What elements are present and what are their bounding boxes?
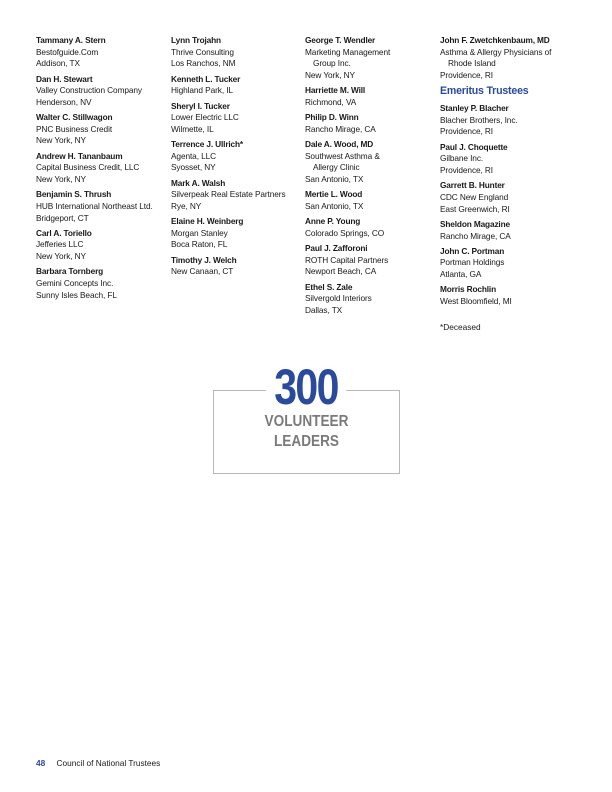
trustee-location: Bridgeport, CT xyxy=(36,212,89,223)
trustee-column-4-list xyxy=(440,35,580,81)
trustee-name: Garrett B. Hunter xyxy=(440,180,505,191)
trustee-entry xyxy=(171,74,299,97)
trustee-entry xyxy=(36,74,164,109)
footer-org-name: Council of National Trustees xyxy=(56,758,161,768)
trustee-name: Dan H. Stewart xyxy=(36,73,93,84)
trustee-entry xyxy=(305,35,433,81)
trustee-name: George T. Wendler xyxy=(305,35,376,45)
trustee-name: Tammany A. Stern xyxy=(36,35,106,45)
trustee-location: Boca Raton, FL xyxy=(171,239,228,250)
trustee-location: Syosset, NY xyxy=(171,162,216,173)
trustee-name: Mark A. Walsh xyxy=(171,177,226,188)
trustee-organization: Lower Electric LLC xyxy=(171,112,239,123)
page-footer xyxy=(36,757,160,769)
trustee-name: Kenneth L. Tucker xyxy=(171,73,241,84)
trustee-column-1 xyxy=(36,35,164,305)
trustee-organization: Gemini Concepts Inc. xyxy=(36,278,114,289)
trustee-entry xyxy=(440,246,580,281)
trustee-location: Atlanta, GA xyxy=(440,269,482,280)
trustee-name: Paul J. Choquette xyxy=(440,141,508,152)
trustee-entry xyxy=(305,282,433,317)
trustee-entry xyxy=(440,35,580,81)
trustee-organization: Rhode Island xyxy=(448,58,496,69)
trustee-location: Los Ranchos, NM xyxy=(171,58,236,69)
trustee-organization: Silverpeak Real Estate Partners xyxy=(171,189,286,200)
emeritus-trustees-list xyxy=(440,103,580,307)
trustee-entry xyxy=(36,228,164,263)
trustee-name: Timothy J. Welch xyxy=(171,254,237,265)
trustee-location: San Antonio, TX xyxy=(305,173,364,184)
trustee-entry xyxy=(171,178,299,213)
trustee-location: Providence, RI xyxy=(440,126,494,137)
volunteer-leaders-label xyxy=(227,412,386,452)
trustee-name: John F. Zwetchkenbaum, MD xyxy=(440,35,550,45)
trustee-location: Providence, RI xyxy=(440,69,494,80)
trustee-location: West Bloomfield, MI xyxy=(440,296,512,307)
trustee-name: Carl A. Toriello xyxy=(36,227,92,238)
deceased-footnote: *Deceased xyxy=(440,321,481,332)
trustee-location: New York, NY xyxy=(36,173,86,184)
trustee-entry xyxy=(305,112,433,135)
trustee-entry xyxy=(440,103,580,138)
trustee-column-3 xyxy=(305,35,433,320)
trustee-organization: Group Inc. xyxy=(313,58,351,69)
trustee-location: New Canaan, CT xyxy=(171,266,234,277)
trustee-entry xyxy=(305,216,433,239)
trustee-location: Addison, TX xyxy=(36,58,80,69)
trustee-organization: Bestofguide.Com xyxy=(36,46,99,57)
trustee-name: Philip D. Winn xyxy=(305,112,359,123)
trustee-name: Anne P. Young xyxy=(305,216,361,227)
trustee-name: Mertie L. Wood xyxy=(305,189,363,200)
trustee-organization: Thrive Consulting xyxy=(171,46,234,57)
trustee-entry xyxy=(171,139,299,174)
trustee-entry xyxy=(440,284,580,307)
trustee-entry xyxy=(305,243,433,278)
trustee-entry xyxy=(36,151,164,186)
trustee-entry xyxy=(171,35,299,70)
trustee-organization: ROTH Capital Partners xyxy=(305,254,389,265)
trustee-organization: CDC New England xyxy=(440,191,509,202)
trustee-entry xyxy=(440,219,580,242)
trustee-location: Providence, RI xyxy=(440,164,494,175)
trustee-entry xyxy=(36,266,164,301)
trustee-entry xyxy=(171,216,299,251)
trustee-location: Colorado Springs, CO xyxy=(305,227,385,238)
trustee-name: Dale A. Wood, MD xyxy=(305,139,374,150)
trustee-entry xyxy=(171,101,299,136)
trustee-name: Terrence J. Ullrich* xyxy=(171,139,244,150)
trustee-name: Paul J. Zafforoni xyxy=(305,243,368,254)
trustee-name: Ethel S. Zale xyxy=(305,281,353,292)
trustee-organization: Agenta, LLC xyxy=(171,150,217,161)
trustee-organization: Blacher Brothers, Inc. xyxy=(440,114,518,125)
trustee-name: Sheldon Magazine xyxy=(440,218,510,229)
volunteer-label-line-2: LEADERS xyxy=(274,433,339,450)
page-number: 48 xyxy=(36,758,46,768)
trustee-organization: Valley Construction Company xyxy=(36,85,142,96)
trustee-name: Morris Rochlin xyxy=(440,284,496,295)
trustee-name: Barbara Tornberg xyxy=(36,266,104,277)
trustee-entry xyxy=(171,255,299,278)
trustee-organization: Portman Holdings xyxy=(440,257,505,268)
trustee-name: Walter C. Stillwagon xyxy=(36,112,113,123)
trustee-entry xyxy=(305,189,433,212)
trustee-location: Wilmette, IL xyxy=(171,123,214,134)
trustee-location: Rancho Mirage, CA xyxy=(440,230,511,241)
trustee-location: New York, NY xyxy=(36,251,86,262)
trustee-location: Henderson, NV xyxy=(36,96,92,107)
trustee-location: New York, NY xyxy=(36,135,86,146)
trustee-name: John C. Portman xyxy=(440,245,505,256)
trustee-location: Highland Park, IL xyxy=(171,85,233,96)
emeritus-trustees-heading: Emeritus Trustees xyxy=(440,85,529,98)
trustee-location: Rye, NY xyxy=(171,200,202,211)
trustee-column-4 xyxy=(440,35,580,333)
trustee-name: Benjamin S. Thrush xyxy=(36,189,112,200)
volunteer-label-line-1: VOLUNTEER xyxy=(264,413,349,430)
trustee-location: San Antonio, TX xyxy=(305,200,364,211)
trustee-organization: PNC Business Credit xyxy=(36,123,113,134)
trustee-entry xyxy=(36,35,164,70)
trustee-name: Harriette M. Will xyxy=(305,85,366,96)
trustee-location: Sunny Isles Beach, FL xyxy=(36,289,117,300)
trustee-column-2 xyxy=(171,35,299,282)
trustee-location: Newport Beach, CA xyxy=(305,266,377,277)
trustee-organization: Gilbane Inc. xyxy=(440,153,484,164)
trustee-organization: Morgan Stanley xyxy=(171,227,228,238)
volunteer-count xyxy=(55,357,557,417)
trustee-name: Elaine H. Weinberg xyxy=(171,216,244,227)
trustee-location: Richmond, VA xyxy=(305,96,357,107)
trustee-entry xyxy=(305,85,433,108)
trustee-organization: Asthma & Allergy Physicians of xyxy=(440,46,552,57)
trustee-organization: Allergy Clinic xyxy=(313,162,360,173)
trustee-organization: Jefferies LLC xyxy=(36,239,84,250)
trustee-entry xyxy=(305,139,433,185)
volunteer-count-value: 300 xyxy=(266,359,346,415)
trustee-location: Dallas, TX xyxy=(305,305,343,316)
trustee-entry xyxy=(36,189,164,224)
trustee-location: East Greenwich, RI xyxy=(440,203,510,214)
trustee-organization: Southwest Asthma & xyxy=(305,150,380,161)
trustee-name: Stanley P. Blacher xyxy=(440,103,509,114)
trustee-organization: HUB International Northeast Ltd. xyxy=(36,200,153,211)
trustee-organization: Capital Business Credit, LLC xyxy=(36,162,140,173)
trustee-name: Lynn Trojahn xyxy=(171,35,221,45)
trustee-location: Rancho Mirage, CA xyxy=(305,123,376,134)
trustee-organization: Marketing Management xyxy=(305,46,391,57)
trustee-name: Sheryl I. Tucker xyxy=(171,100,230,111)
trustee-entry xyxy=(440,180,580,215)
trustee-organization: Silvergold Interiors xyxy=(305,293,372,304)
trustee-entry xyxy=(440,142,580,177)
trustee-name: Andrew H. Tananbaum xyxy=(36,150,123,161)
trustee-entry xyxy=(36,112,164,147)
trustee-location: New York, NY xyxy=(305,69,355,80)
